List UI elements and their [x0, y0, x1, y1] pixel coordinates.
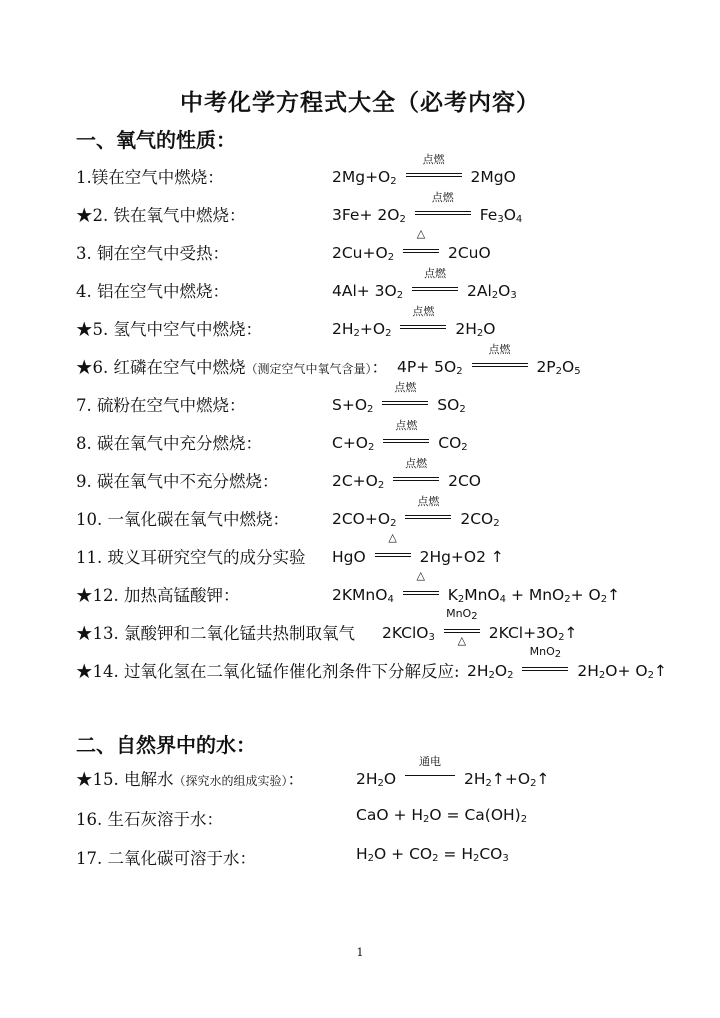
reaction-description: 1.镁在空气中燃烧： [76, 168, 224, 187]
reaction-description: ★12. 加热高锰酸钾： [76, 586, 240, 605]
equals-arrow [403, 227, 439, 260]
reaction-condition: 点燃 [395, 419, 418, 432]
reaction-description: 7. 硫粉在空气中燃烧： [76, 396, 246, 415]
equation-row [76, 267, 676, 304]
reaction-condition: MnO$_2$ [446, 607, 478, 622]
reaction-condition: △ [416, 569, 425, 582]
reaction-condition: 通电 [419, 755, 442, 768]
page-title: 中考化学方程式大全（必考内容） [180, 89, 540, 116]
reaction-condition: △ [388, 531, 397, 544]
equals-arrow [400, 305, 446, 336]
reaction-note: （测定空气中氧气含量） [245, 362, 372, 376]
equation-row [76, 569, 676, 608]
equals-arrow [405, 495, 451, 526]
page-number: 1 [356, 946, 364, 959]
equals-arrow [415, 191, 471, 222]
equals-arrow [406, 153, 462, 184]
chemical-equation: $H_2O + CO_2 = H_2CO_3$ [356, 845, 509, 864]
chemical-equation: $2C+O_2$ 点燃 2CO [332, 457, 482, 491]
reaction-condition: MnO$_2$ [529, 645, 562, 660]
chemical-equation: $S+O_2$ 点燃 $SO_2$ [332, 381, 466, 415]
equals-arrow [393, 457, 439, 488]
reaction-condition: 点燃 [422, 153, 445, 166]
equation-row [76, 531, 676, 570]
equation-row [76, 457, 676, 494]
equation-row [76, 607, 676, 647]
reaction-description: ★6. 红磷在空气中燃烧（测定空气中氧气含量）： [76, 358, 389, 377]
equation-row [76, 227, 676, 266]
chemical-equation: 2KClO$_3$ MnO$_2$ △ $2KCl+3O_2↑$ [382, 607, 578, 647]
reaction-description: 4. 铝在空气中燃烧： [76, 282, 229, 301]
equation-row [76, 845, 676, 871]
reaction-description: 11. 玻义耳研究空气的成分实验 [76, 548, 306, 567]
reaction-description: 10. 一氧化碳在氧气中燃烧： [76, 510, 289, 529]
reaction-description: 3. 铜在空气中受热： [76, 244, 229, 263]
equals-arrow [383, 419, 429, 450]
equals-arrow [375, 531, 411, 564]
equation-row [76, 343, 676, 380]
reaction-description: ★15. 电解水（探究水的组成实验）： [76, 770, 305, 789]
reaction-condition: 点燃 [431, 191, 454, 204]
equals-arrow [412, 267, 458, 298]
equals-arrow [382, 381, 428, 412]
equation-row [76, 495, 676, 532]
section-heading-oxygen: 一、氧气的性质： [76, 128, 236, 152]
reaction-description: 9. 碳在氧气中不充分燃烧： [76, 472, 279, 491]
reaction-condition: △ [416, 227, 426, 240]
reaction-condition: 点燃 [424, 267, 447, 280]
equation-row [76, 419, 676, 456]
equation-row [76, 191, 676, 228]
reaction-description: 8. 碳在氧气中充分燃烧： [76, 434, 262, 453]
chemical-equation: HgO △ 2Hg+O2 ↑ [332, 531, 504, 566]
equation-row [76, 381, 676, 418]
reaction-description: ★14. 过氧化氢在二氧化锰作催化剂条件下分解反应: [76, 662, 460, 681]
reaction-description: ★5. 氢气中空气中燃烧： [76, 320, 262, 339]
chemical-equation: $2H_2+O_2$ 点燃 $2H_2O$ [332, 305, 496, 339]
equation-row [76, 755, 676, 792]
reaction-condition: 点燃 [417, 495, 440, 508]
reaction-description: ★13. 氯酸钾和二氧化锰共热制取氧气 [76, 624, 355, 643]
reaction-condition: 点燃 [394, 381, 417, 394]
reaction-condition: 点燃 [405, 457, 428, 470]
reaction-condition-below: △ [457, 634, 467, 647]
reaction-condition: 点燃 [412, 305, 435, 318]
equals-arrow [403, 569, 439, 602]
chemical-equation: $2H_2O_2$ MnO$_2$ $2H_2O+$ $O_2↑$ [467, 645, 667, 681]
equals-arrow [405, 755, 455, 786]
reaction-condition: 点燃 [488, 343, 511, 356]
chemical-equation: $C+O_2$ 点燃 $CO_2$ [332, 419, 468, 453]
equals-arrow [522, 645, 568, 678]
reaction-description: ★2. 铁在氧气中燃烧： [76, 206, 246, 225]
chemical-equation: CaO + $H_2O = Ca(OH)_2$ [356, 806, 528, 825]
chemical-equation: $3Fe+ 2O_2$ 点燃 $Fe_3O_4$ [332, 191, 523, 225]
equation-row [76, 153, 676, 190]
equation-row [76, 645, 676, 684]
equals-arrow [444, 607, 480, 647]
chemical-equation: $2Mg+O_2$ 点燃 2MgO [332, 153, 516, 187]
reaction-description: 16. 生石灰溶于水： [76, 810, 223, 829]
chemical-equation: 2KMnO$_4$ △ $K_2MnO_4 + MnO_2+$ $O_2↑$ [332, 569, 621, 605]
section-heading-water: 二、自然界中的水： [76, 733, 256, 757]
reaction-description: 17. 二氧化碳可溶于水： [76, 849, 256, 868]
chemical-equation: $2H_2O$ 通电 $2H_2↑+O_2↑$ [356, 755, 550, 789]
chemical-equation: $4Al+ 3O_2$ 点燃 $2Al_2O_3$ [332, 267, 517, 301]
chemical-equation: $2CO+O_2$ 点燃 $2CO_2$ [332, 495, 500, 529]
chemical-equation: $4P+ 5O_2$ 点燃 $2P_2O_5$ [397, 343, 581, 377]
chemical-equation: $2Cu+O_2$ △ 2CuO [332, 227, 491, 263]
equation-row [76, 806, 676, 832]
equation-row [76, 305, 676, 342]
reaction-note: （探究水的组成实验） [173, 774, 288, 788]
equals-arrow [472, 343, 528, 374]
